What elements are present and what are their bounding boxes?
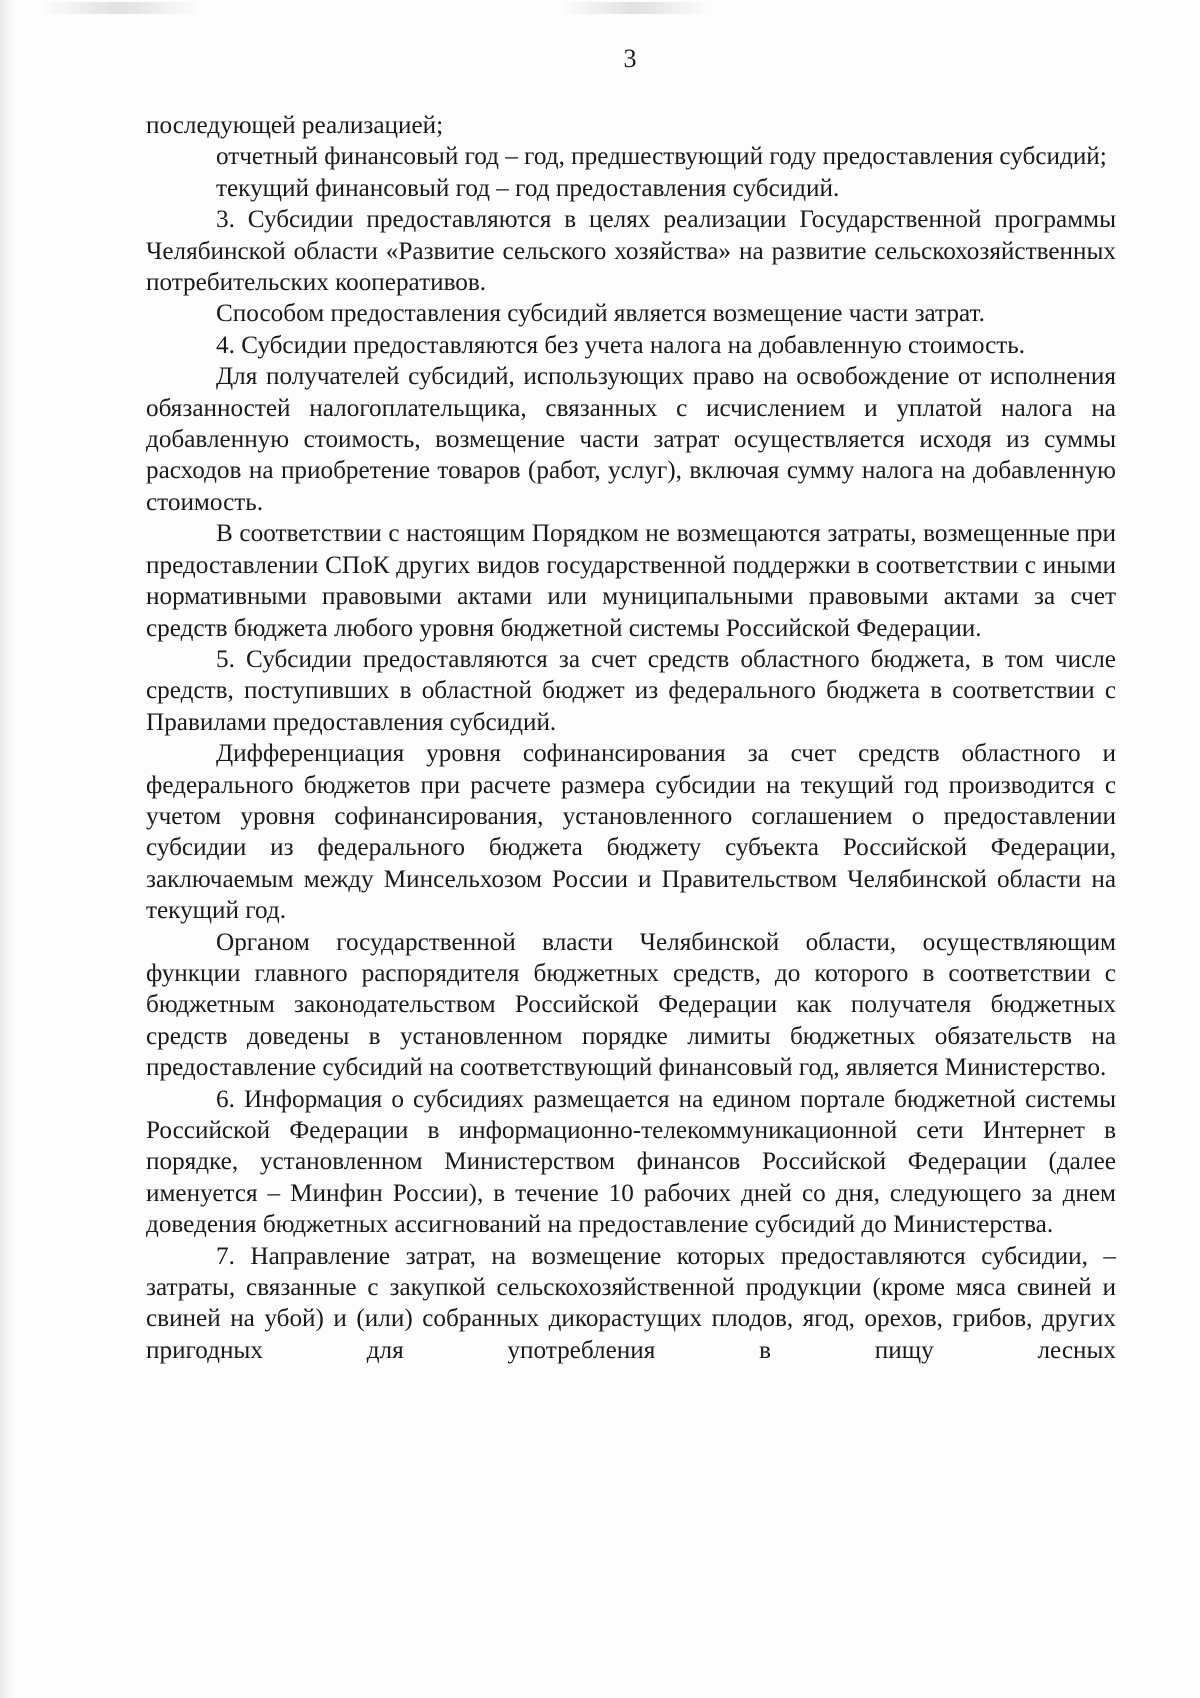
paragraph-clause-5: 5. Субсидии предоставляются за счет средств областного бюджета, в том числе средств, поступивших в областной бюджет из федерального бюджета в соответствии с Правилами предоставления субсидий. (146, 645, 1116, 736)
page-number: 3 (623, 44, 637, 73)
paragraph-clause-3: 3. Субсидии предоставляются в целях реализации Государственной программы Челябинской области «Развитие сельского хозяйства» на развитие сельскохозяйственных потребительских кооперативов. (146, 206, 1116, 297)
paragraph-not-reimbursed: В соответствии с настоящим Порядком не возмещаются затраты, возмещенные при предоставлении СПоК других видов государственной поддержки в соответствии с иными нормативными правовыми актами или муниципальными правовыми актами за счет средств бюджета любого уровня бюджетной системы Российской Федерации. (146, 520, 1116, 642)
paragraph-current-year: текущий финансовый год – год предоставления субсидий. (216, 174, 840, 202)
paragraph-continuation: последующей реализацией; (146, 112, 444, 139)
scan-artifact-center (560, 2, 710, 14)
paragraph-authority: Органом государственной власти Челябинской области, осуществляющим функции главного распорядителя бюджетных средств, до которого в соответствии с бюджетным законодательством Российской Федерации как получателя бюджетных средств доведены в установленном порядке лимиты бюджетных обязательств на предоставление субсидий на соответствующий финансовый год, является Министерство. (146, 928, 1116, 1082)
paragraph-clause-6: 6. Информация о субсидиях размещается на едином портале бюджетной системы Российской Федерации в информационно-телекоммуникационной сети Интернет в порядке, установленном Министерством финансов Российской Федерации (далее именуется – Минфин России), в течение 10 рабочих дней со дня, следующего за днем доведения бюджетных ассигнований на предоставление субсидий до Министерства. (146, 1085, 1116, 1239)
paragraph-clause-7: 7. Направление затрат, на возмещение которых предоставляются субсидии, – затраты, связанные с закупкой сельскохозяйственной продукции (кроме мяса свиней и свиней на убой) и (или) собранных дикорастущих плодов, ягод, орехов, грибов, других пригодных для употребления в пищу лесных (146, 1242, 1116, 1364)
paragraph-clause-4: 4. Субсидии предоставляются без учета налога на добавленную стоимость. (216, 331, 1026, 359)
paragraph-reporting-year: отчетный финансовый год – год, предшествующий году предоставления субсидий; (216, 143, 1107, 171)
document-body (146, 110, 1116, 1366)
paragraph-cofinancing: Дифференциация уровня софинансирования за счет средств областного и федерального бюджетов при расчете размера субсидии на текущий год производится с учетом уровня софинансирования, установленного соглашением о предоставлении субсидии из федерального бюджета бюджету субъекта Российской Федерации, заключаемым между Минсельхозом России и Правительством Челябинской области на текущий год. (146, 740, 1116, 925)
scan-edge-shadow (0, 0, 14, 1698)
scan-artifact-left (40, 2, 200, 14)
paragraph-subsidy-method: Способом предоставления субсидий является возмещение части затрат. (216, 300, 985, 328)
paragraph-vat-exemption: Для получателей субсидий, использующих право на освобождение от исполнения обязанностей налогоплательщика, связанных с исчислением и уплатой налога на добавленную стоимость, возмещение части затрат осуществляется исходя из суммы расходов на приобретение товаров (работ, услуг), включая сумму налога на добавленную стоимость. (146, 363, 1116, 516)
